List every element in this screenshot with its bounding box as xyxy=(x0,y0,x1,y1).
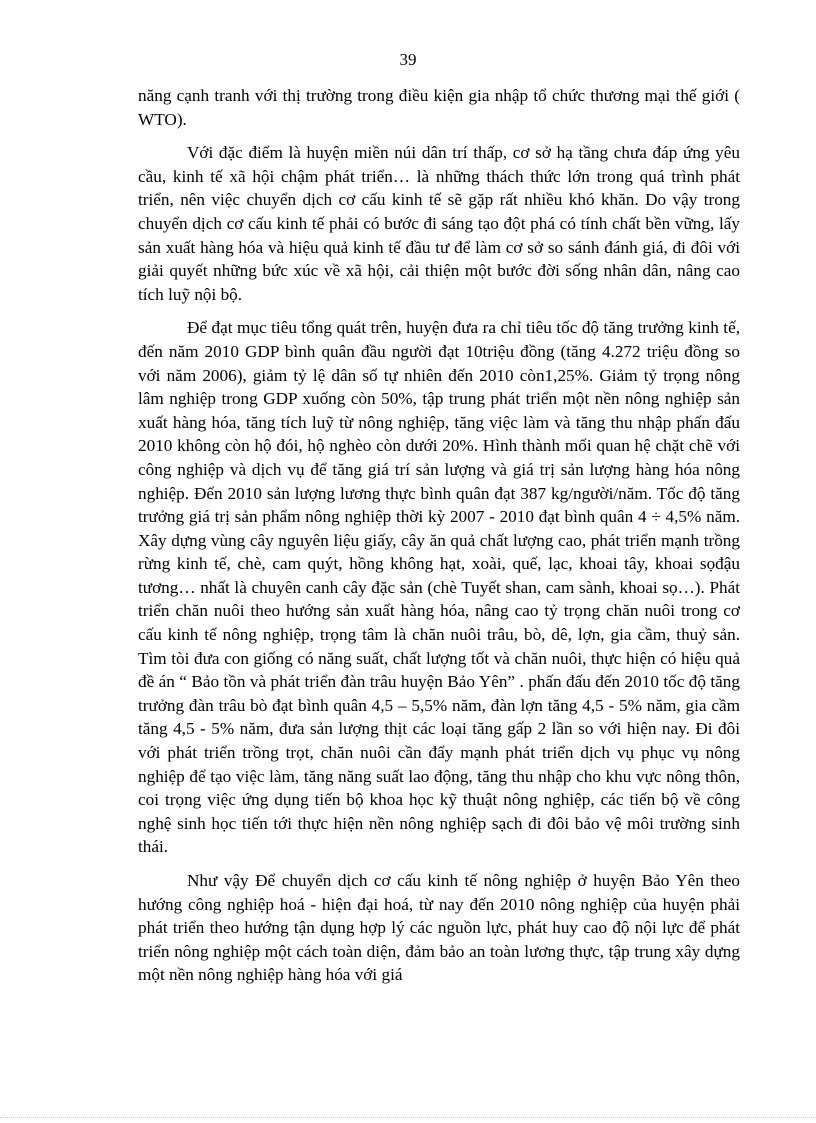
body-text xyxy=(138,84,740,997)
paragraph-conclusion: Như vậy Để chuyển dịch cơ cấu kinh tế nông nghiệp ở huyện Bảo Yên theo hướng công nghiệp hoá - hiện đại hoá, từ nay đến 2010 nông nghiệp của huyện phải phát triển theo hướng tận dụng hợp lý các nguồn lực, phát huy cao độ nội lực để phát triển nông nghiệp một cách toàn diện, đảm bảo an toàn lương thực, tập trung xây dựng một nền nông nghiệp hàng hóa với giá xyxy=(138,871,740,985)
paragraph-targets: Để đạt mục tiêu tổng quát trên, huyện đưa ra chỉ tiêu tốc độ tăng trưởng kinh tế, đến năm 2010 GDP bình quân đầu người đạt 10triệu đồng (tăng 4.272 triệu đồng so với năm 2006), giảm tỷ lệ dân số tự nhiên đến 2010 còn1,25%. Giảm tỷ trọng nông lâm nghiệp trong GDP xuống còn 50%, tập trung phát triển một nền nông nghiệp sản xuất hàng hóa, tăng tích luỹ từ nông nghiệp, tăng việc làm và tăng thu nhập phấn đấu 2010 không còn hộ đói, hộ nghèo còn dưới 20%. Hình thành mối quan hệ chặt chẽ với công nghiệp và dịch vụ để tăng giá trí sản lượng và giá trị sản lượng hàng hóa nông nghiệp. Đến 2010 sản lượng lương thực bình quân đạt 387 kg/người/năm. Tốc độ tăng trưởng giá trị sản phẩm nông nghiệp thời kỳ 2007 - 2010 đạt bình quân 4 ÷ 4,5% năm. Xây dựng vùng cây nguyên liệu giấy, cây ăn quả chất lượng cao, phát triển mạnh trồng rừng kinh tế, chè, cam quýt, hồng không hạt, xoài, quế, lạc, khoai tây, khoai sọđậu tương… nhất là chuyên canh cây đặc sản (chè Tuyết shan, cam sành, khoai sọ…). Phát triển chăn nuôi theo hướng sản xuất hàng hóa, nâng cao tỷ trọng chăn nuôi trong cơ cấu kinh tế nông nghiệp, trọng tâm là chăn nuôi trâu, bò, dê, lợn, gia cầm, thuỷ sản. Tìm tòi đưa con giống có năng suất, chất lượng tốt và chăn nuôi, thực hiện có hiệu quả đề án “ Bảo tồn và phát triển đàn trâu huyện Bảo Yên” . phấn đấu đến 2010 tốc độ tăng trưởng đàn trâu bò đạt bình quân 4,5 – 5,5% năm, đàn lợn tăng 4,5 - 5% năm, gia cầm tăng 4,5 - 5% năm, đưa sản lượng thịt các loại tăng gấp 2 lần so với hiện nay. Đi đôi với phát triển trồng trọt, chăn nuôi cần đẩy mạnh phát triển dịch vụ phục vụ nông nghiệp để tạo việc làm, tăng năng suất lao động, tăng thu nhập cho khu vực nông thôn, coi trọng việc ứng dụng tiến bộ khoa học kỹ thuật nông nghiệp, các tiến bộ về công nghệ sinh học tiến tới thực hiện nền nông nghiệp sạch đi đôi bảo vệ môi trường sinh thái. xyxy=(138,318,740,857)
page-bottom-divider xyxy=(0,1117,816,1118)
page-number: 39 xyxy=(399,50,417,69)
paragraph-characteristics: Với đặc điểm là huyện miền núi dân trí thấp, cơ sở hạ tầng chưa đáp ứng yêu cầu, kinh tế xã hội chậm phát triển… là những thách thức lớn trong quá trình phát triển, nên việc chuyển dịch cơ cấu kinh tế sẽ gặp rất nhiều khó khăn. Do vậy trong chuyển dịch cơ cấu kinh tế phải có bước đi sáng tạo đột phá có tính chất bền vững, lấy sản xuất hàng hóa và hiệu quả kinh tế đầu tư để làm cơ sở so sánh đánh giá, đi đôi với giải quyết những bức xúc về xã hội, cải thiện một bước đời sống nhân dân, nâng cao tích luỹ nội bộ. xyxy=(138,143,740,304)
paragraph-continuation: năng cạnh tranh với thị trường trong điều kiện gia nhập tổ chức thương mại thế giới ( WTO). xyxy=(138,86,740,129)
